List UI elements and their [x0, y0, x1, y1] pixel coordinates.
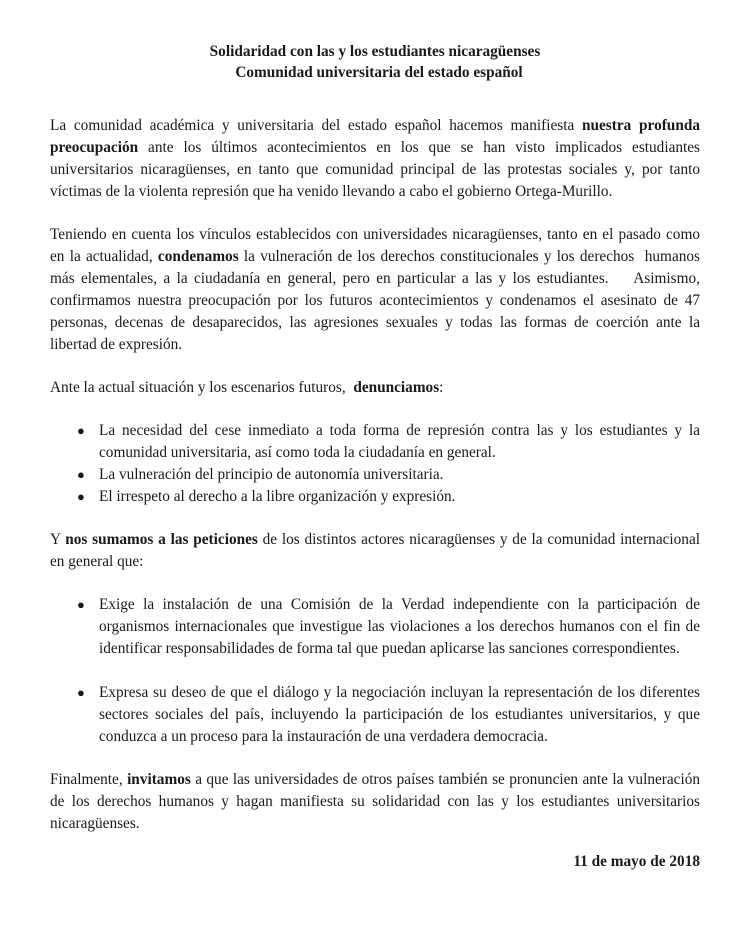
bullet-icon: ● [77, 467, 85, 482]
list-item-text: La necesidad del cese inmediato a toda forma de represión contra las y los estudiantes y la comunidad universitaria, así como toda la ciudadanía en general. [99, 422, 700, 461]
title-line-2: Comunidad universitaria del estado español [235, 64, 523, 81]
paragraph-text: : [439, 379, 444, 396]
list-item [50, 464, 700, 486]
paragraph-emphasis: condenamos [157, 248, 239, 265]
document-page [50, 41, 704, 835]
document-date: 11 de mayo de 2018 [573, 853, 700, 870]
document-title [50, 41, 700, 83]
bullet-icon: ● [77, 423, 85, 438]
paragraph-preocupacion [50, 115, 700, 203]
denuncias-list [50, 420, 700, 508]
paragraph-emphasis: nuestra profunda preocupación [50, 117, 700, 156]
bullet-icon: ● [77, 597, 85, 612]
paragraph-text: Finalmente, [50, 771, 128, 788]
paragraph-emphasis: denunciamos [353, 379, 440, 396]
paragraph-denunciamos [50, 377, 700, 399]
paragraph-text: de los distintos actores nicaragüenses y de la comunidad internacional en general que: [50, 531, 700, 570]
paragraph-emphasis: nos sumamos a las peticiones [65, 531, 258, 548]
bullet-icon: ● [77, 685, 85, 700]
title-line-1: Solidaridad con las y los estudiantes nicaragüenses [209, 43, 541, 60]
list-item [50, 594, 700, 660]
bullet-icon: ● [77, 489, 85, 504]
list-item-text: Expresa su deseo de que el diálogo y la negociación incluyan la representación de los diferentes sectores sociales del país, incluyendo la participación de los estudiantes universitarios, y que conduzca a un proceso para la instauración de una verdadera democracia. [99, 684, 700, 745]
paragraph-text: ante los últimos acontecimientos en los que se han visto implicados estudiantes universitarios nicaragüenses, en tanto que comunidad principal de las protestas sociales y, por tanto víctimas de la violenta represión que ha venido llevando a cabo el gobierno Ortega-Murillo. [50, 139, 700, 200]
paragraph-text: Ante la actual situación y los escenarios futuros, [50, 379, 354, 396]
list-item-text: La vulneración del principio de autonomía universitaria. [99, 466, 444, 483]
list-item [50, 682, 700, 748]
paragraph-peticiones [50, 529, 700, 573]
paragraph-text: La comunidad académica y universitaria del estado español hacemos manifiesta [50, 117, 582, 134]
list-item-text: El irrespeto al derecho a la libre organización y expresión. [99, 488, 456, 505]
list-item [50, 486, 700, 508]
paragraph-text: Y [50, 531, 66, 548]
peticiones-list [50, 594, 700, 748]
paragraph-text: Teniendo en cuenta los vínculos establecidos con universidades nicaragüenses, tanto en el pasado como en la actualidad, [50, 226, 700, 265]
list-item-text: Exige la instalación de una Comisión de la Verdad independiente con la participación de organismos internacionales que investigue las violaciones a los derechos humanos con el fin de identificar responsabilidades de forma tal que puedan aplicarse las sanciones correspondientes. [99, 596, 700, 657]
paragraph-condenamos [50, 224, 704, 356]
list-item [50, 420, 700, 464]
paragraph-emphasis: invitamos [127, 771, 191, 788]
paragraph-text: a que las universidades de otros países también se pronuncien ante la vulneración de los derechos humanos y hagan manifiesta su solidaridad con las y los estudiantes universitarios nicaragüenses. [50, 771, 700, 832]
paragraph-invitamos [50, 769, 700, 835]
paragraph-text: la vulneración de los derechos constitucionales y los derechos humanos más elementales, a la ciudadanía en general, pero en particular a las y los estudiantes. Asimismo, confirmamos nuestra preocupación por los futuros acontecimientos y condenamos el asesinato de 47 personas, decenas de desaparecidos, las agresiones sexuales y todas las formas de coerción ante la libertad de expresión. [50, 248, 704, 353]
